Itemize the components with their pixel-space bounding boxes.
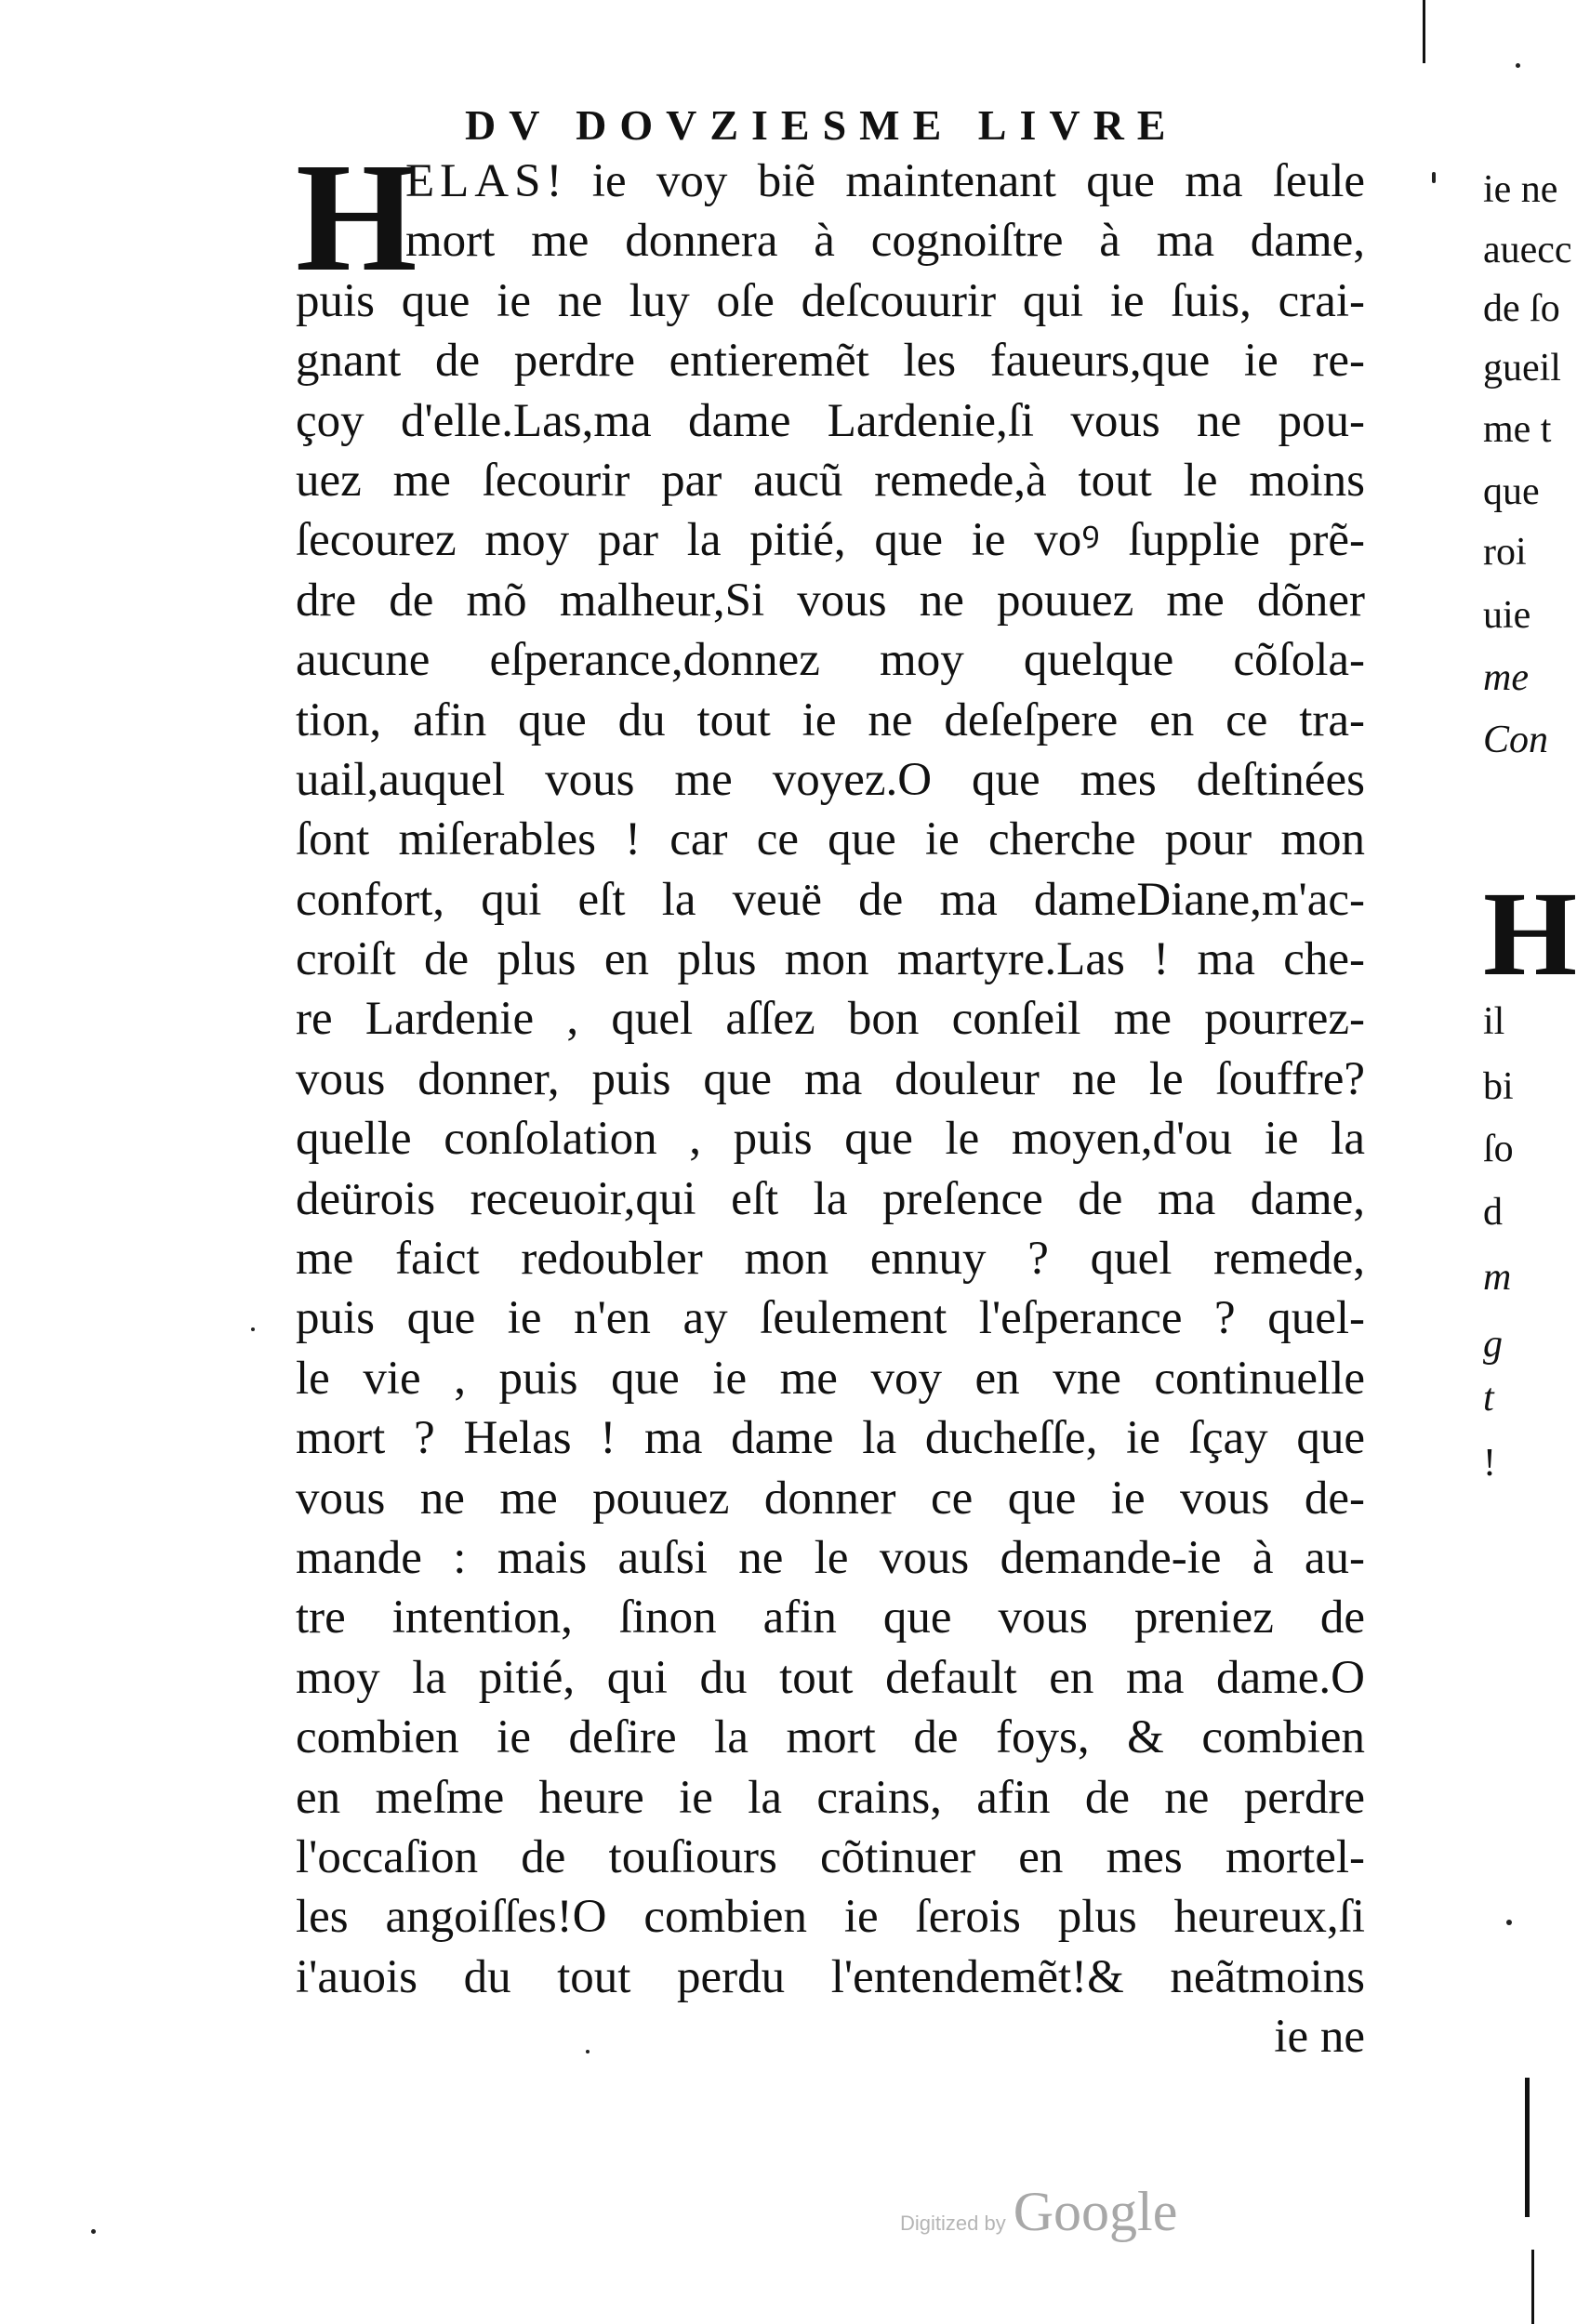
text-line: aucune eſperance,donnez moy quelque cõſola- (296, 634, 1365, 687)
text-line: tion, afin que du tout ie ne deſeſpere en ce tra- (296, 693, 1365, 746)
margin-fragment: gueil (1483, 347, 1561, 390)
text-line: uez me ſecourir par aucũ remede,à tout le moins (296, 454, 1365, 507)
margin-fragment: ie ne (1483, 168, 1558, 211)
digitized-watermark (900, 2180, 1177, 2244)
ink-speck (1516, 63, 1520, 68)
text-line: les angoiſſes!O combien ie ſerois plus heureux,ſi (296, 1891, 1365, 1944)
text-line: mort ? Helas ! ma dame la ducheſſe, ie ſçay que (296, 1412, 1365, 1465)
text-line: mort me donnera à cognoiſtre à ma dame, (405, 215, 1365, 268)
margin-fragment: bi (1483, 1065, 1514, 1108)
watermark-prefix: Digitized by (900, 2212, 1006, 2235)
text-line: croiſt de plus en plus mon martyre.Las ! ma che- (296, 933, 1365, 986)
margin-fragment: roi (1483, 531, 1527, 574)
google-logo: Google (1013, 2181, 1178, 2242)
text-line: vous ne me pouuez donner ce que ie vous de- (296, 1472, 1365, 1525)
margin-fragment: Con (1483, 719, 1549, 761)
text-line: l'occaſion de touſiours cõtinuer en mes mortel- (296, 1830, 1365, 1883)
text-line: confort, qui eſt la veuë de ma dameDiane,m'ac- (296, 873, 1365, 926)
margin-fragment: uie (1483, 594, 1531, 637)
text-line: tre intention, ſinon afin que vous preniez de (296, 1591, 1365, 1644)
margin-fragment: m (1483, 1256, 1512, 1299)
text-line: ſont miſerables ! car ce que ie cherche pour mon (296, 813, 1365, 866)
text-line: puis que ie n'en ay ſeulement l'eſperance ? quel- (296, 1292, 1365, 1345)
ink-speck (251, 1327, 255, 1331)
text-line: puis que ie ne luy oſe deſcouurir qui ie ſuis, crai- (296, 274, 1365, 327)
body-text (296, 152, 1365, 2067)
gutter-mark-bottom (1525, 2078, 1530, 2217)
text-line: gnant de perdre entieremẽt les faueurs,que ie re- (296, 335, 1365, 388)
margin-fragment: ! (1483, 1442, 1496, 1485)
text-line: en meſme heure ie la crains, afin de ne perdre (296, 1771, 1365, 1824)
margin-fragment: t (1483, 1377, 1494, 1419)
text-line: mande : mais auſsi ne le vous demande-ie à au- (296, 1531, 1365, 1584)
text-line: deürois receuoir,qui eſt la preſence de ma dame, (296, 1172, 1365, 1225)
margin-fragment: de ſo (1483, 287, 1560, 330)
ink-speck (1506, 1920, 1512, 1925)
drop-cap: H (296, 131, 417, 304)
text-line: vous donner, puis que ma douleur ne le ſouffre? (296, 1052, 1365, 1105)
margin-fragment: g (1483, 1323, 1503, 1366)
margin-fragment: me (1483, 656, 1529, 699)
text-line: ELAS! ie voy biẽ maintenant que ma ſeule (405, 155, 1365, 207)
margin-fragment: il (1483, 1000, 1505, 1043)
text-line: me faict redoubler mon ennuy ? quel remede, (296, 1233, 1365, 1286)
margin-fragment: ſo (1483, 1128, 1514, 1170)
ink-speck (1432, 172, 1436, 183)
catchword: ie ne (1274, 2011, 1365, 2064)
running-header: DV DOVZIESME LIVRE (465, 101, 1179, 149)
text-line: le vie , puis que ie me voy en vne continuelle (296, 1352, 1365, 1405)
text-line: moy la pitié, qui du tout default en ma dame.O (296, 1651, 1365, 1704)
text-line: dre de mõ malheur,Si vous ne pouuez me dõner (296, 574, 1365, 627)
text-line: ſecourez moy par la pitié, que ie voꝰ ſupplie prẽ- (296, 514, 1365, 567)
text-line: re Lardenie , quel aſſez bon conſeil me pourrez- (296, 993, 1365, 1046)
text-line: çoy d'elle.Las,ma dame Lardenie,ſi vous ne pou- (296, 394, 1365, 447)
text-line: combien ie deſire la mort de foys, & combien (296, 1711, 1365, 1764)
margin-fragment: d (1483, 1191, 1503, 1234)
margin-fragment-initial: H (1483, 867, 1578, 1001)
text-line: quelle conſolation , puis que le moyen,d'ou ie la (296, 1113, 1365, 1166)
ink-speck (91, 2229, 96, 2234)
margin-fragment: que (1483, 470, 1540, 513)
margin-fragment: auecc (1483, 229, 1572, 271)
text-line: uail,auquel vous me voyez.O que mes deſtinées (296, 753, 1365, 806)
margin-fragment: me t (1483, 408, 1552, 451)
gutter-mark-top (1423, 0, 1425, 63)
text-line: i'auois du tout perdu l'entendemẽt!& neãtmoins (296, 1950, 1365, 2003)
gutter-mark-bottom-2 (1531, 2250, 1534, 2324)
